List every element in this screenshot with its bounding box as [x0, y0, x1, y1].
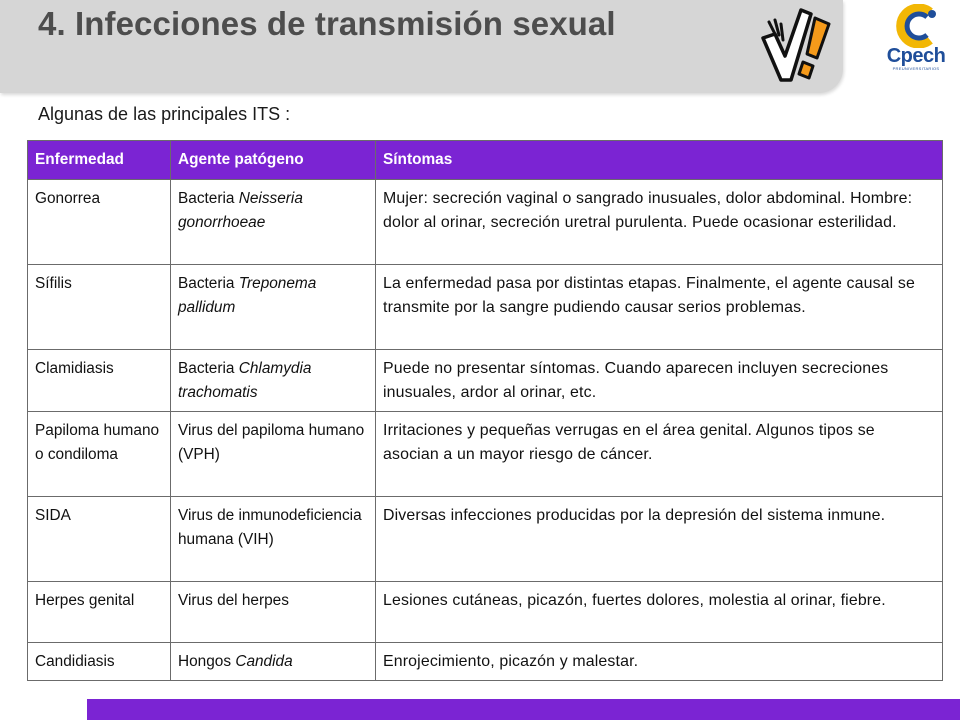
agente-species: Neisseria gonorrhoeae — [178, 190, 303, 231]
cell-agente — [171, 180, 376, 265]
cell-sintomas: Mujer: secreción vaginal o sangrado inusuales, dolor abdominal. Hombre: dolor al orinar, secreción uretral purulenta. Puede ocasionar esterilidad. — [376, 180, 943, 265]
cell-agente — [171, 412, 376, 497]
cell-agente — [171, 497, 376, 582]
cell-enfermedad: Clamidiasis — [28, 350, 171, 412]
table-row — [28, 180, 943, 265]
agente-type: Virus de inmunodeficiencia humana (VIH) — [178, 507, 362, 548]
cell-enfermedad: Sífilis — [28, 265, 171, 350]
logo-wordmark: Cpech — [886, 45, 946, 67]
header-sintomas: Síntomas — [376, 141, 943, 180]
table-row — [28, 643, 943, 681]
cell-agente — [171, 265, 376, 350]
cell-sintomas: Irritaciones y pequeñas verrugas en el área genital. Algunos tipos se asocian a un mayor riesgo de cáncer. — [376, 412, 943, 497]
agente-species: Chlamydia trachomatis — [178, 360, 312, 401]
cell-sintomas: Lesiones cutáneas, picazón, fuertes dolores, molestia al orinar, fiebre. — [376, 582, 943, 643]
table-intro: Algunas de las principales ITS : — [38, 104, 291, 124]
cell-sintomas: La enfermedad pasa por distintas etapas. Finalmente, el agente causal se transmite por la sangre pudiendo causar serios problemas. — [376, 265, 943, 350]
agente-type: Virus del herpes — [178, 592, 289, 609]
table-row — [28, 412, 943, 497]
cell-agente — [171, 643, 376, 681]
agente-type: Bacteria — [178, 275, 239, 292]
agente-type: Bacteria — [178, 190, 239, 207]
agente-type: Hongos — [178, 653, 236, 670]
pointing-hand-check-icon — [755, 4, 835, 86]
cell-sintomas: Puede no presentar síntomas. Cuando aparecen incluyen secreciones inusuales, ardor al orinar, etc. — [376, 350, 943, 412]
cell-sintomas: Enrojecimiento, picazón y malestar. — [376, 643, 943, 681]
cell-sintomas: Diversas infecciones producidas por la depresión del sistema inmune. — [376, 497, 943, 582]
header-enfermedad: Enfermedad — [28, 141, 171, 180]
table-row — [28, 582, 943, 643]
agente-species: Candida — [235, 653, 293, 670]
agente-type: Bacteria — [178, 360, 239, 377]
cpech-logo — [876, 4, 956, 74]
cell-enfermedad: Candidiasis — [28, 643, 171, 681]
table-header-row — [28, 141, 943, 180]
cell-enfermedad: Gonorrea — [28, 180, 171, 265]
table-row — [28, 265, 943, 350]
footer-accent-bar — [87, 699, 960, 720]
table-row — [28, 497, 943, 582]
cell-enfermedad: Papiloma humano o condiloma — [28, 412, 171, 497]
cell-enfermedad: Herpes genital — [28, 582, 171, 643]
logo-tagline: PREUNIVERSITARIOS — [892, 66, 940, 71]
cpech-c-logo-icon — [876, 4, 956, 48]
page-title: 4. Infecciones de transmisión sexual — [38, 5, 616, 42]
header-agente-patogeno: Agente patógeno — [171, 141, 376, 180]
agente-type: Virus del papiloma humano (VPH) — [178, 422, 365, 463]
agente-species: Treponema pallidum — [178, 275, 317, 316]
cell-agente — [171, 350, 376, 412]
its-table — [27, 140, 943, 681]
cell-enfermedad: SIDA — [28, 497, 171, 582]
table-row — [28, 350, 943, 412]
title-banner — [0, 0, 843, 93]
cell-agente — [171, 582, 376, 643]
